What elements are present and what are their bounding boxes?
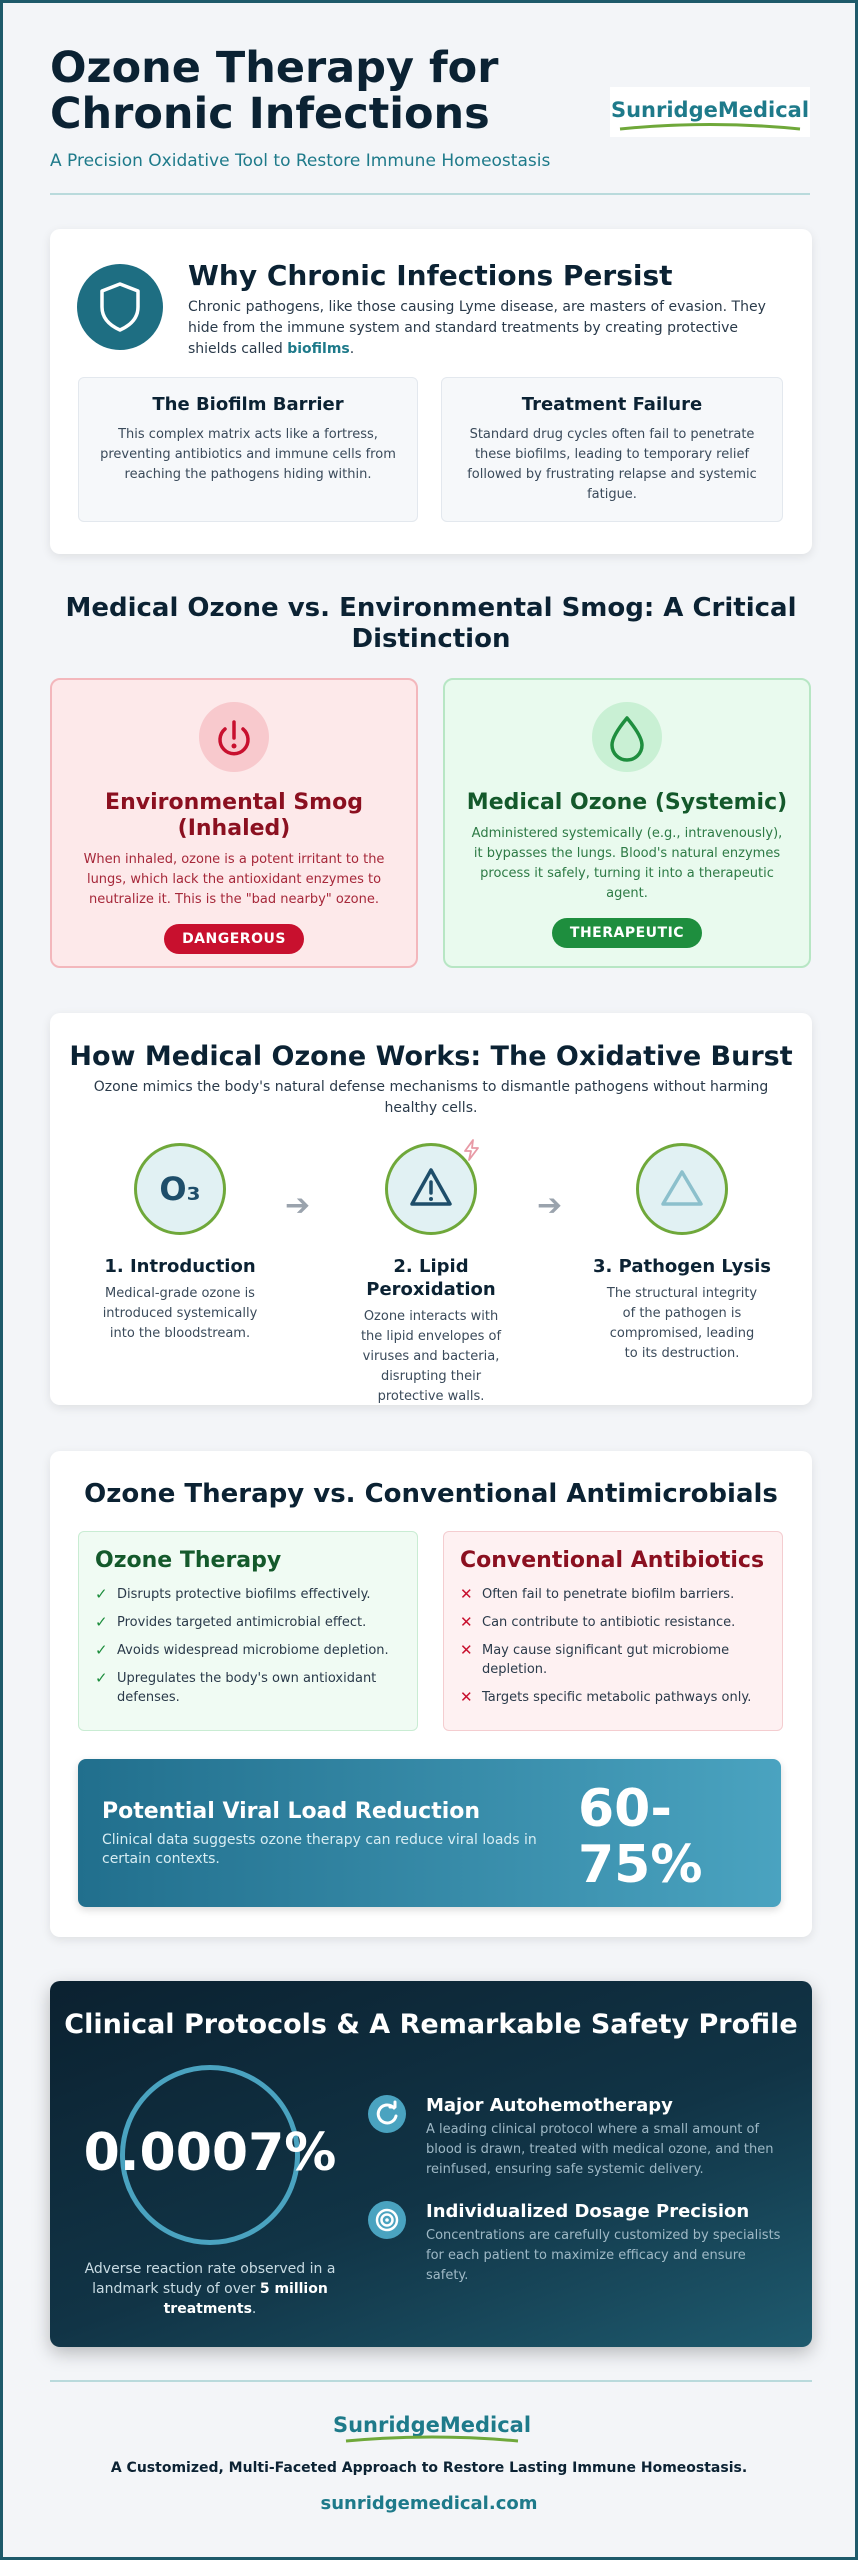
medical-text: Administered systemically (e.g., intravenously), it bypasses the lungs. Blood's natural enzymes process it safely, turning it into a therapeutic agent. (471, 826, 783, 901)
broken-triangle-icon (636, 1143, 728, 1235)
shield-badge (77, 264, 163, 350)
footer-url-link[interactable]: sunridgemedical.com (320, 2493, 538, 2514)
comparison-section (50, 1451, 812, 1937)
shield-icon (77, 264, 163, 350)
mechanism-section (50, 1013, 812, 1405)
cross-icon: ✕ (460, 1613, 473, 1631)
viral-value: 60-75% (578, 1779, 703, 1895)
medical-title: Medical Ozone (Systemic) (466, 790, 788, 815)
medical-icon-circle (592, 702, 662, 772)
mechanism-title: How Medical Ozone Works: The Oxidative Burst (69, 1041, 793, 1072)
lightning-icon (460, 1138, 484, 1162)
viral-title: Potential Viral Load Reduction (102, 1799, 481, 1824)
card-text: Standard drug cycles often fail to penetrate these biofilms, leading to temporary relief followed by frustrating relapse and systemic fatigue. (467, 427, 757, 502)
step-title: 2. Lipid Peroxidation (366, 1256, 496, 1300)
feature-title: Major Autohemotherapy (426, 2095, 673, 2116)
check-icon: ✓ (95, 1669, 108, 1687)
sunridge-logo[interactable] (610, 87, 810, 137)
persist-section (50, 229, 812, 554)
arrow-right-icon: ➔ (537, 1188, 563, 1223)
ozone-therapy-list (78, 1531, 418, 1731)
smog-title: Environmental Smog (Inhaled) (105, 790, 363, 841)
feature-title: Individualized Dosage Precision (426, 2201, 750, 2222)
step-text: Ozone interacts with the lipid envelopes of viruses and bacteria, disrupting their protective walls. (360, 1309, 502, 1404)
mechanism-subtitle: Ozone mimics the body's natural defense mechanisms to dismantle pathogens without harming healthy cells. (93, 1079, 769, 1116)
step-title: 1. Introduction (104, 1256, 256, 1277)
droplet-icon (592, 702, 662, 772)
safety-section (50, 1981, 812, 2347)
antibiotics-list-title: Conventional Antibiotics (460, 1548, 765, 1573)
warning-icon (385, 1143, 477, 1235)
list-item: ✓ Provides targeted antimicrobial effect. (95, 1613, 367, 1631)
list-item: ✕ Targets specific metabolic pathways only. (460, 1688, 752, 1706)
smog-card (50, 678, 418, 968)
header (50, 45, 810, 171)
footer-logo-text: SunridgeMedical (332, 2413, 532, 2437)
footer-divider (50, 2380, 812, 2382)
adverse-rate-stat: 0.0007% (83, 2123, 337, 2183)
smog-text: When inhaled, ozone is a potent irritant to the lungs, which lack the antioxidant enzymes to neutralize it. This is the "bad nearby" ozone. (83, 852, 385, 907)
persist-text: Chronic pathogens, like those causing Lyme disease, are masters of evasion. They hide from the immune system and standard treatments by creating protective shields called biofilms. (188, 299, 766, 357)
danger-power-icon (199, 702, 269, 772)
o3-icon (134, 1143, 226, 1235)
cross-icon: ✕ (460, 1641, 473, 1659)
cross-icon: ✕ (460, 1585, 473, 1603)
biofilm-barrier-card (78, 377, 418, 522)
list-item: ✓ Upregulates the body's own antioxidant defenses. (95, 1669, 377, 1705)
arrow-right-icon: ➔ (285, 1188, 311, 1223)
medical-ozone-card (443, 678, 811, 968)
step-text: Medical-grade ozone is introduced systemically into the bloodstream. (102, 1286, 258, 1341)
target-icon (368, 2201, 406, 2239)
antibiotics-list (443, 1531, 783, 1731)
list-item: ✓ Avoids widespread microbiome depletion. (95, 1641, 389, 1659)
page-subtitle: A Precision Oxidative Tool to Restore Immune Homeostasis (50, 151, 551, 171)
step-title: 3. Pathogen Lysis (592, 1256, 772, 1277)
feature-text: Concentrations are carefully customized by specialists for each patient to maximize efficacy and ensure safety. (426, 2228, 781, 2283)
persist-title: Why Chronic Infections Persist (188, 259, 673, 292)
step-text: The structural integrity of the pathogen is compromised, leading to its destruction. (606, 1286, 758, 1361)
check-icon: ✓ (95, 1585, 108, 1603)
header-divider (50, 193, 810, 195)
triangle-outline-icon (639, 1146, 725, 1232)
card-title: The Biofilm Barrier (152, 394, 344, 415)
feature-dosage-precision (368, 2201, 788, 2286)
step-pathogen-lysis (582, 1143, 782, 1364)
list-item: ✓ Disrupts protective biofilms effectively. (95, 1585, 371, 1603)
ozone-list-title: Ozone Therapy (95, 1548, 282, 1573)
comparison-title: Ozone Therapy vs. Conventional Antimicrobials (84, 1479, 778, 1509)
card-title: Treatment Failure (521, 394, 703, 415)
safety-title: Clinical Protocols & A Remarkable Safety Profile (64, 2009, 798, 2040)
logo-text: SunridgeMedical (610, 98, 810, 122)
list-item: ✕ Often fail to penetrate biofilm barriers. (460, 1585, 735, 1603)
treatment-failure-card (441, 377, 783, 522)
page-title: Ozone Therapy for Chronic Infections (50, 43, 499, 139)
list-item: ✕ May cause significant gut microbiome depletion. (460, 1641, 730, 1677)
step-lipid-peroxidation (331, 1143, 531, 1407)
list-item: ✕ Can contribute to antibiotic resistance. (460, 1613, 736, 1631)
footer-tagline: A Customized, Multi-Faceted Approach to Restore Lasting Immune Homeostasis. (110, 2460, 748, 2476)
check-icon: ✓ (95, 1613, 108, 1631)
distinction-title: Medical Ozone vs. Environmental Smog: A Critical Distinction (65, 593, 797, 654)
stat-caption: Adverse reaction rate observed in a landmark study of over 5 million treatments. (84, 2261, 336, 2317)
dangerous-badge: DANGEROUS (164, 924, 304, 954)
step-introduction (80, 1143, 280, 1344)
card-text: This complex matrix acts like a fortress, preventing antibiotics and immune cells from reaching the pathogens hiding within. (100, 427, 396, 482)
cross-icon: ✕ (460, 1688, 473, 1706)
smog-icon-circle (199, 702, 269, 772)
biofilms-highlight: biofilms (287, 341, 350, 357)
refresh-icon (368, 2095, 406, 2133)
check-icon: ✓ (95, 1641, 108, 1659)
feature-text: A leading clinical protocol where a small amount of blood is drawn, treated with medical ozone, and then reinfused, ensuring safe systemic delivery. (426, 2122, 774, 2177)
feature-autohemotherapy (368, 2095, 788, 2180)
viral-load-banner (78, 1759, 781, 1907)
o3-label: O₃ (159, 1170, 201, 1208)
footer-logo[interactable] (332, 2406, 532, 2446)
viral-text: Clinical data suggests ozone therapy can reduce viral loads in certain contexts. (102, 1832, 537, 1867)
therapeutic-badge: THERAPEUTIC (552, 918, 702, 948)
